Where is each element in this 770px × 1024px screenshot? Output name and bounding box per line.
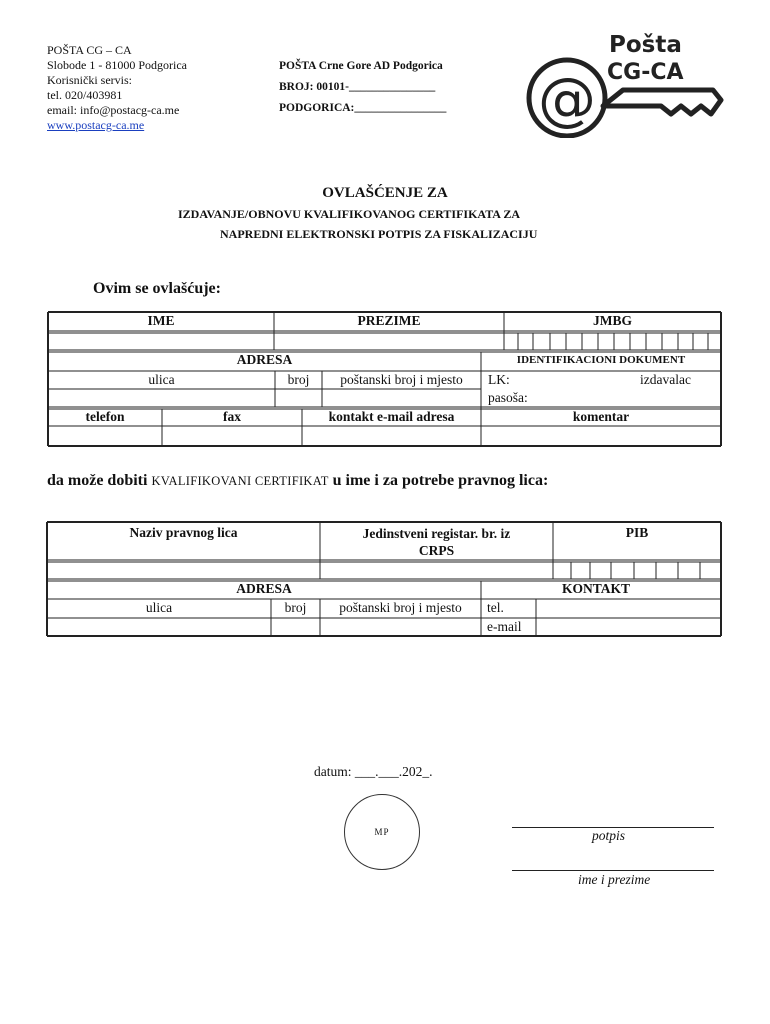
ime-prezime-label: ime i prezime <box>578 872 651 887</box>
broj-label: broj <box>287 372 310 387</box>
document-place: PODGORICA:________________ <box>279 102 447 114</box>
kontakt-header: KONTAKT <box>561 581 630 596</box>
form-subtitle-2: NAPREDNI ELEKTRONSKI POTPIS ZA FISKALIZACIJU <box>220 227 538 241</box>
registar-header: Jedinstveni registar. br. iz CRPS <box>362 526 511 558</box>
recipient-name: POŠTA Crne Gore AD Podgorica <box>279 60 443 72</box>
izdavalac-label: izdavalac <box>640 372 691 387</box>
ident-doc-header: IDENTIFIKACIONI DOKUMENT <box>516 354 686 366</box>
broj2-input-cell[interactable] <box>272 619 319 635</box>
svg-text:CG-CA: CG-CA <box>607 60 684 85</box>
document-number: BROJ: 00101-_______________ <box>279 81 436 93</box>
company-website-link[interactable]: www.postacg-ca.me <box>47 118 145 132</box>
naziv-input-cell[interactable] <box>48 563 319 579</box>
col-header-prezime: PREZIME <box>357 313 421 328</box>
kontakt-email-header: kontakt e-mail adresa <box>328 409 455 424</box>
ulica2-input-cell[interactable] <box>48 619 270 635</box>
registar-input-cell[interactable] <box>321 563 552 579</box>
naziv-header: Naziv pravnog lica <box>129 525 238 540</box>
postanski2-label: poštanski broj i mjesto <box>339 600 462 615</box>
potpis-label: potpis <box>592 828 626 843</box>
lk-label: LK: <box>488 372 510 387</box>
email-input-cell[interactable] <box>537 619 720 635</box>
date-field[interactable]: datum: ___.___.202_. <box>314 764 433 779</box>
company-address: Slobode 1 - 81000 Podgorica <box>47 58 187 72</box>
form-subtitle-1: IZDAVANJE/OBNOVU KVALIFIKOVANOG CERTIFIKATA ZA <box>178 207 520 221</box>
email-label: e-mail <box>487 619 522 634</box>
company-name: POŠTA CG – CA <box>47 43 132 57</box>
ulica2-label: ulica <box>145 600 173 615</box>
pasosa-label: pasoša: <box>488 390 528 405</box>
adresa2-header: ADRESA <box>236 581 292 596</box>
section1-intro: Ovim se ovlašćuje: <box>93 280 221 297</box>
postanski2-input-cell[interactable] <box>321 619 480 635</box>
col-header-ime: IME <box>147 313 175 328</box>
svg-text:@: @ <box>538 65 596 133</box>
service-label: Korisnički servis: <box>47 73 132 87</box>
svg-text:Pošta: Pošta <box>609 32 682 58</box>
pib-input-cells[interactable] <box>554 563 720 579</box>
komentar-header: komentar <box>572 409 630 424</box>
adresa-header: ADRESA <box>236 352 293 367</box>
form-title: OVLAŠĆENJE ZA <box>322 185 448 201</box>
pib-header: PIB <box>625 525 649 540</box>
tel-input-cell[interactable] <box>537 600 720 617</box>
telefon-header: telefon <box>85 409 125 424</box>
broj2-label: broj <box>284 600 307 615</box>
fax-header: fax <box>223 409 241 424</box>
ulica-label: ulica <box>148 372 175 387</box>
col-header-jmbg: JMBG <box>593 313 632 328</box>
company-phone: tel. 020/403981 <box>47 88 123 102</box>
postanski-label: poštanski broj i mjesto <box>340 372 463 387</box>
stamp-placeholder: MP <box>344 794 420 870</box>
company-email: email: info@postacg-ca.me <box>47 103 180 117</box>
name-line[interactable] <box>512 870 714 871</box>
tel-label: tel. <box>487 600 504 615</box>
section2-intro: da može dobiti KVALIFIKOVANI CERTIFIKAT u ime i za potrebe pravnog lica: <box>47 472 549 489</box>
